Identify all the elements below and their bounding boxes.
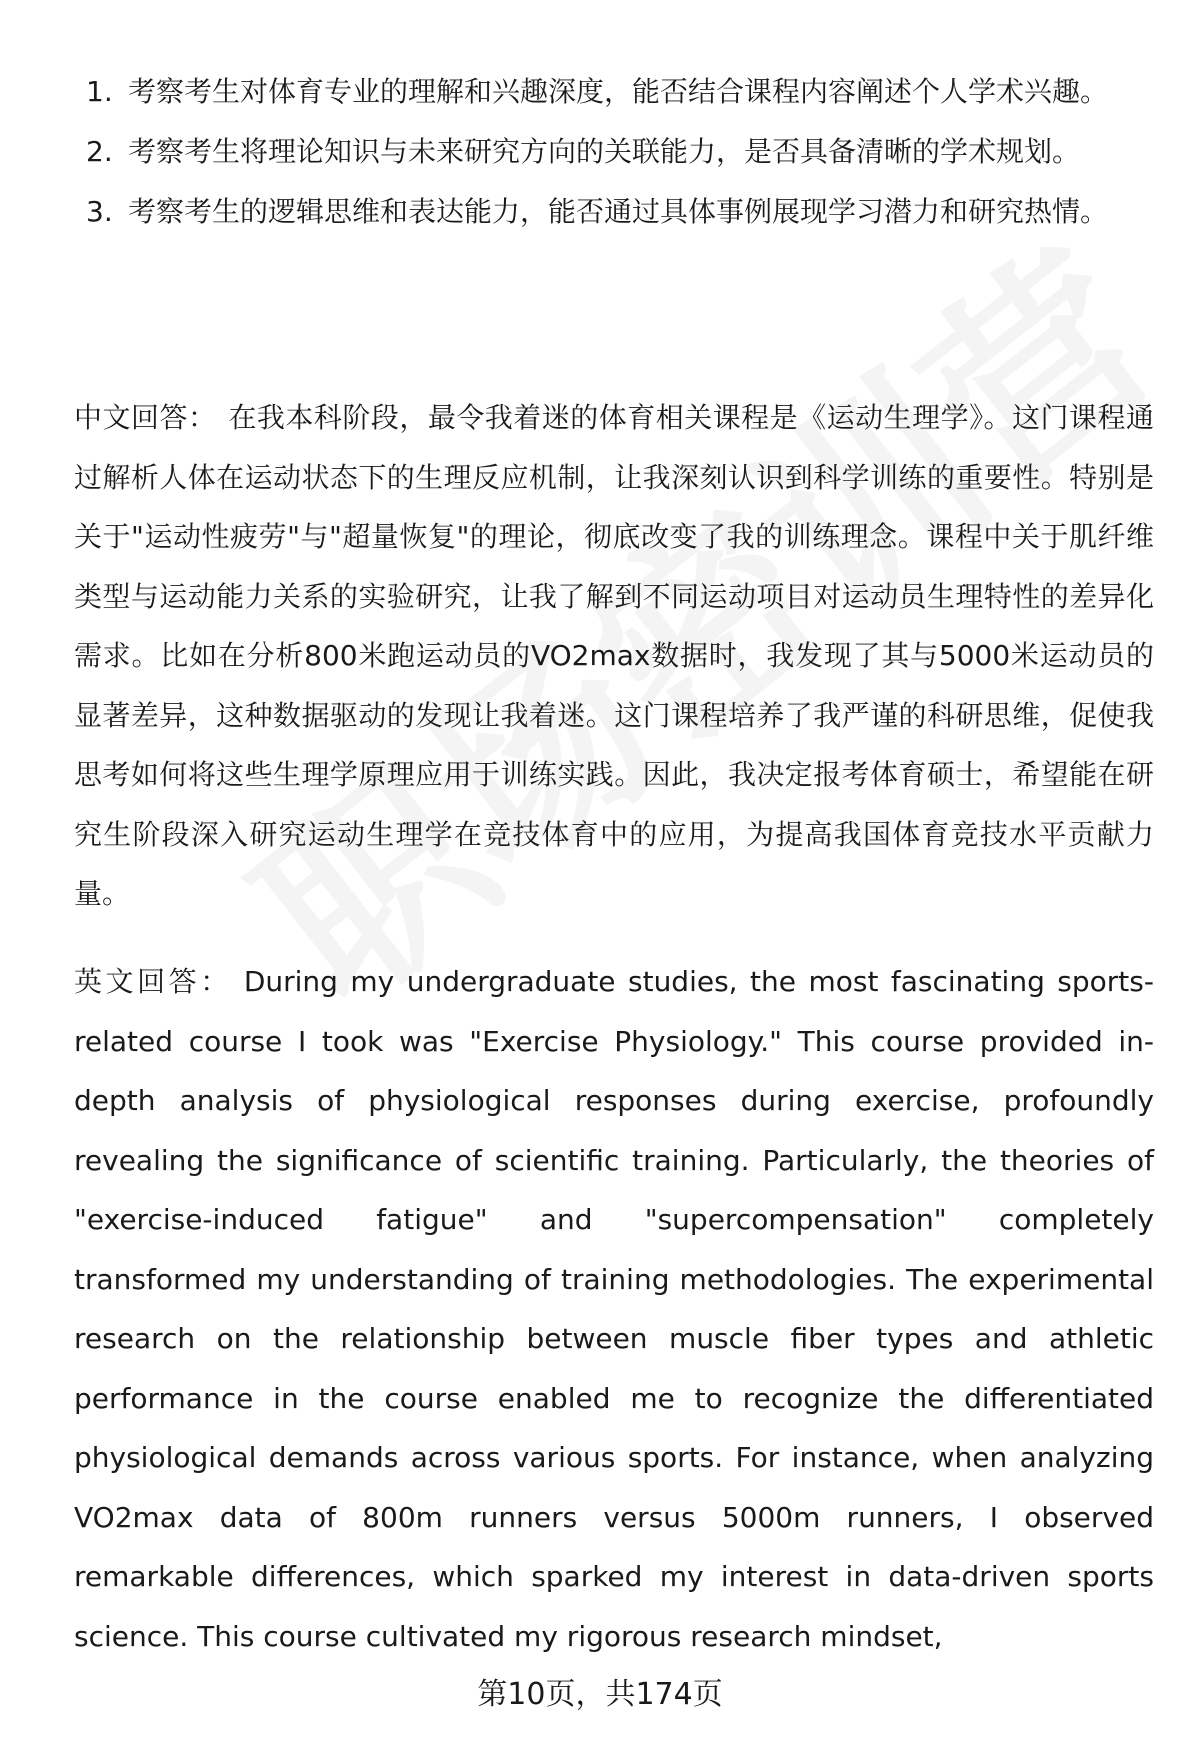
criteria-number: 1.	[86, 75, 113, 108]
criteria-list	[74, 62, 1134, 242]
page-number: 第10页，共174页	[477, 1677, 723, 1712]
chinese-answer-label: 中文回答：	[74, 401, 217, 434]
chinese-answer	[74, 388, 1154, 924]
criteria-item	[74, 62, 1134, 122]
criteria-text: 考察考生的逻辑思维和表达能力，能否通过具体事例展现学习潜力和研究热情。	[128, 195, 1109, 228]
criteria-number: 3.	[86, 195, 113, 228]
english-answer-text: During my undergraduate studies, the most fascinating sports-related course I took was "Exercise Physiology." This course provided in-depth analysis of physiological responses during exercise, profoundly revealing the significance of scientific training. Particularly, the theories of "exercise-induced fatigue" and "supercompensation" completely transformed my understanding of training methodologies. The experimental research on the relationship between muscle fiber types and athletic performance in the course enabled me to recognize the differentiated physiological demands across various sports. For instance, when analyzing VO2max data of 800m runners versus 5000m runners, I observed remarkable differences, which sparked my interest in data-driven sports science. This course cultivated my rigorous research mindset,	[74, 965, 1154, 1653]
criteria-text: 考察考生对体育专业的理解和兴趣深度，能否结合课程内容阐述个人学术兴趣。	[128, 75, 1109, 108]
criteria-item	[74, 122, 1134, 182]
criteria-text: 考察考生将理论知识与未来研究方向的关联能力，是否具备清晰的学术规划。	[128, 135, 1081, 168]
chinese-answer-text: 在我本科阶段，最令我着迷的体育相关课程是《运动生理学》。这门课程通过解析人体在运动状态下的生理反应机制，让我深刻认识到科学训练的重要性。特别是关于"运动性疲劳"与"超量恢复"的理论，彻底改变了我的训练理念。课程中关于肌纤维类型与运动能力关系的实验研究，让我了解到不同运动项目对运动员生理特性的差异化需求。比如在分析800米跑运动员的VO2max数据时，我发现了其与5000米运动员的显著差异，这种数据驱动的发现让我着迷。这门课程培养了我严谨的科研思维，促使我思考如何将这些生理学原理应用于训练实践。因此，我决定报考体育硕士，希望能在研究生阶段深入研究运动生理学在竞技体育中的应用，为提高我国体育竞技水平贡献力量。	[74, 401, 1154, 910]
criteria-item	[74, 182, 1134, 242]
criteria-number: 2.	[86, 135, 113, 168]
english-answer-label: 英文回答：	[74, 965, 232, 998]
english-answer	[74, 952, 1154, 1666]
